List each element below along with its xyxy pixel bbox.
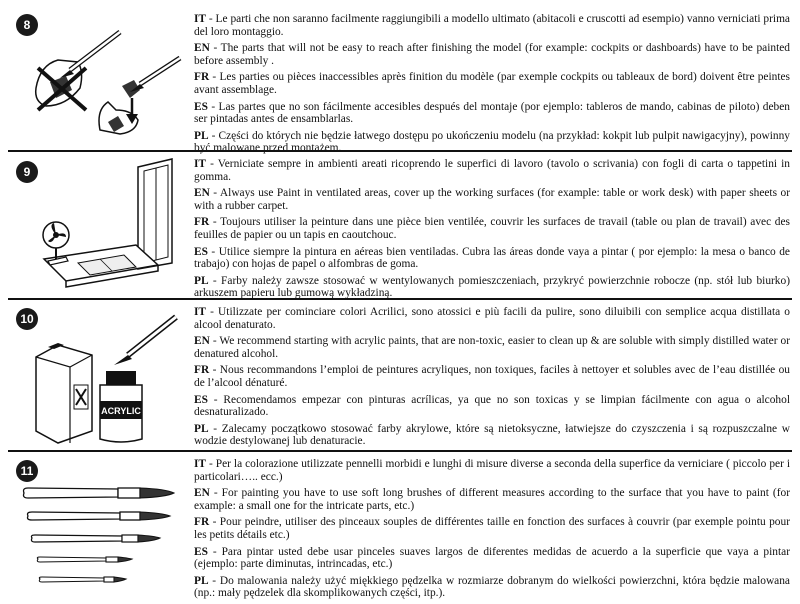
lang-code: EN (194, 42, 210, 55)
paragraph-fr (194, 71, 790, 96)
paragraph-text: - Las partes que no son fácilmente accesibles después del montaje (por ejemplo: tableros de mando, cabinas de piloto) deben ser pintadas antes de ensamblarlas. (194, 100, 790, 126)
paragraph-text: - Zalecamy początkowo stosować farby akrylowe, które są nietoksyczne, łatwiejsze do czyszczenia i są rozpuszczalne w wodzie destylowanej lub denaturacie. (194, 422, 790, 448)
divider (8, 450, 792, 452)
paragraph-en (194, 42, 790, 67)
lang-code: EN (194, 187, 210, 200)
lang-code: FR (194, 364, 210, 377)
paragraph-en (194, 487, 790, 512)
lang-code: IT (194, 306, 207, 318)
paragraph-text: - Utilizzate per cominciare colori Acrilici, sono atossici e più facili da pulire, sono diluibili con semplice acqua distillata o alcool denaturato. (194, 306, 790, 331)
paragraph-text: - Do malowania należy użyć miękkiego pędzelka w rozmiarze dobranym do wielkości powierzchni, która będzie malowana (np.: mały pędzelek dla skomplikowanych części, itp.). (194, 574, 790, 600)
paragraph-text: - Per la colorazione utilizzate pennelli morbidi e lunghi di misure diverse a seconda della superfice da verniciare ( piccolo per i particolari….. ecc.) (194, 458, 790, 483)
lang-code: PL (194, 422, 209, 435)
section-11 (8, 455, 792, 600)
paragraph-text: - Pour peindre, utiliser des pinceaux souples de différentes taille en fonction des surfaces à couvrir (par exemple pointu pour les petits détails etc.) (194, 516, 790, 541)
paragraph-es (194, 546, 790, 571)
paragraph-pl (194, 575, 790, 600)
section-10 (8, 303, 792, 448)
lang-code: IT (194, 158, 207, 170)
brush-medium-icon (28, 512, 171, 520)
step-number-9: 9 (16, 161, 38, 183)
divider (8, 298, 792, 300)
brush-fine-icon (37, 557, 132, 562)
paragraph-text: - The parts that will not be easy to reach after finishing the model (for example: cockpits or dashboards) have to be painted before assembly . (194, 42, 790, 67)
section-8 (8, 10, 792, 155)
lang-code: IT (194, 13, 207, 25)
lang-code: EN (194, 487, 210, 500)
brush-large-icon (24, 488, 175, 498)
paragraph-text: - Części do których nie będzie łatwego dostępu po ukończeniu modelu (na przykład: kokpit lub pulpit nawigacyjny), powinny być malowane przed montażem. (194, 129, 790, 155)
paragraph-fr (194, 516, 790, 541)
paragraph-text: - Utilice siempre la pintura en aéreas bien ventiladas. Cubra las áreas donde vaya a pintar ( por ejemplo: la mesa o banco de trabajo) con hojas de papel o alfombras de goma. (194, 245, 790, 271)
paragraph-en (194, 335, 790, 360)
paragraph-text: - Recomendamos empezar con pinturas acrílicas, ya que no son toxicas y se limpian fácilmente con agua o alcohol desnaturalizado. (194, 393, 790, 419)
paragraph-es (194, 394, 790, 419)
paragraph-text: - Le parti che non saranno facilmente raggiungibili a modello ultimato (abitacoli e cruscotti ad esempio) vanno verniciati prima del loro montaggio. (194, 13, 790, 38)
illustration-ventilated-workspace (8, 155, 188, 295)
lang-code: PL (194, 574, 209, 587)
lang-code: IT (194, 458, 207, 470)
paragraph-pl (194, 275, 790, 300)
brush-detail-icon (39, 577, 126, 582)
illustration-brushes (8, 455, 188, 597)
lang-code: ES (194, 545, 208, 558)
paragraph-it (194, 13, 790, 38)
paragraph-text: - Farby należy zawsze stosować w wentylowanych pomieszczeniach, przykryć powierzchnie robocze (np. stół lub biurko) arkuszem papieru lub gumową wykładziną. (194, 274, 790, 300)
paragraph-it (194, 306, 790, 331)
section-9 (8, 155, 792, 300)
paragraph-text: - For painting you have to use soft long brushes of different measures according to the surface that you have to paint (for example: a small one for the intricate parts, etc.) (194, 487, 790, 512)
lang-code: PL (194, 274, 209, 287)
step-number-10: 10 (16, 308, 38, 330)
brush-small-icon (31, 535, 160, 542)
paragraph-fr (194, 364, 790, 389)
instructions-9 (194, 158, 790, 304)
paragraph-es (194, 101, 790, 126)
paragraph-text: - Always use Paint in ventilated areas, cover up the working surfaces (for example: table or work desk) with paper sheets or with a rubber carpet. (194, 187, 790, 212)
step-number-8: 8 (16, 14, 38, 36)
lang-code: FR (194, 71, 210, 84)
illustration-paint-before-assembly (8, 10, 188, 148)
acrylic-label: ACRYLIC (101, 406, 141, 416)
lang-code: ES (194, 245, 208, 258)
paragraph-pl (194, 423, 790, 448)
lang-code: ES (194, 100, 208, 113)
paragraph-text: - Nous recommandons l’emploi de peintures acryliques, non toxiques, faciles à nettoyer et solubles avec de l’eau distillée ou de l’alcool dénaturé. (194, 364, 790, 389)
lang-code: FR (194, 516, 210, 529)
divider (8, 150, 792, 152)
lang-code: FR (194, 216, 210, 229)
paragraph-text: - Para pintar usted debe usar pinceles suaves largos de diferentes medidas de acuerdo a la superficie que vaya a pintar (ejemplo: parte diminutas, intrincadas, etc.) (194, 545, 790, 571)
paragraph-fr (194, 216, 790, 241)
paragraph-es (194, 246, 790, 271)
paragraph-text: - Les parties ou pièces inaccessibles après finition du modèle (par exemple cockpits ou tableaux de bord) doivent être peintes avant assemblage. (194, 71, 790, 96)
instructions-11 (194, 458, 790, 604)
paragraph-text: - We recommend starting with acrylic paints, that are non-toxic, easier to clean up & are soluble with simply distilled water or denatured alcohol. (194, 335, 790, 360)
paragraph-text: - Verniciate sempre in ambienti areati ricoprendo le superfici di lavoro (tavolo o scrivania) con fogli di carta o tappetini in gomma. (194, 158, 790, 183)
paragraph-it (194, 458, 790, 483)
instructions-8 (194, 13, 790, 159)
paragraph-it (194, 158, 790, 183)
instructions-10 (194, 306, 790, 452)
illustration-acrylic-paints (8, 303, 188, 448)
paragraph-en (194, 187, 790, 212)
step-number-11: 11 (16, 460, 38, 482)
lang-code: PL (194, 129, 209, 142)
lang-code: ES (194, 393, 208, 406)
paragraph-text: - Toujours utiliser la peinture dans une pièce bien ventilée, couvrir les surfaces de travail (table ou plan de travail) avec des feuilles de papier ou un tapis en caoutchouc. (194, 216, 790, 241)
lang-code: EN (194, 335, 210, 348)
